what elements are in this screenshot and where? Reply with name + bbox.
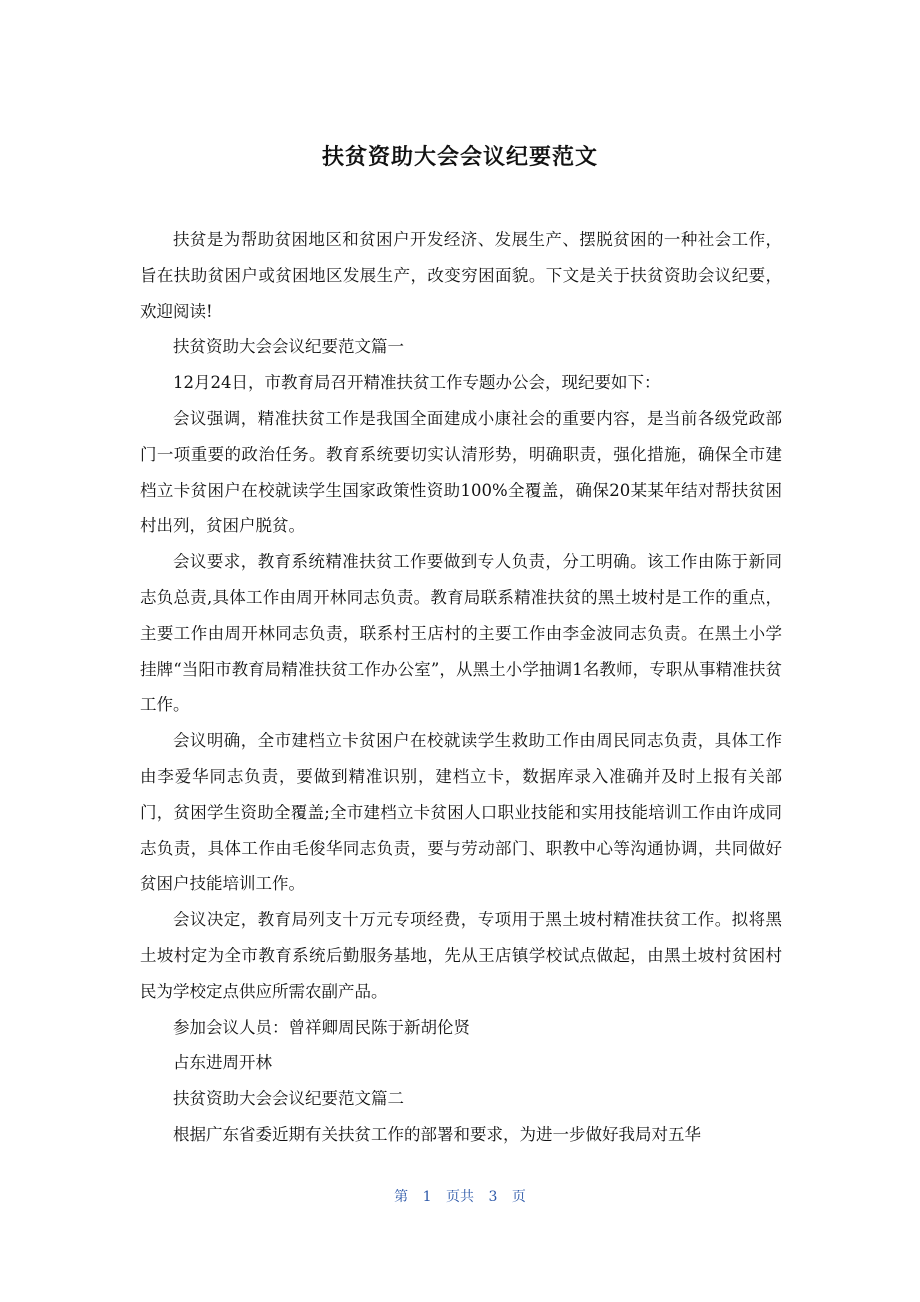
paragraph-intro: 扶贫是为帮助贫困地区和贫困户开发经济、发展生产、摆脱贫困的一种社会工作，旨在扶助贫困户或贫困地区发展生产，改变穷困面貌。下文是关于扶贫资助会议纪要，欢迎阅读! bbox=[140, 230, 782, 321]
paragraph: 会议强调，精准扶贫工作是我国全面建成小康社会的重要内容，是当前各级党政部门一项重要的政治任务。教育系统要切实认清形势，明确职责，强化措施，确保全市建档立卡贫困户在校就读学生国家政策性资助100%全覆盖，确保20某某年结对帮扶贫困村出列，贫困户脱贫。 bbox=[140, 408, 782, 536]
document-title: 扶贫资助大会会议纪要范文 bbox=[321, 145, 598, 170]
page-label-suffix: 页 bbox=[511, 1189, 526, 1205]
current-page-number: 1 bbox=[422, 1189, 432, 1205]
total-pages-number: 3 bbox=[488, 1189, 498, 1205]
attendees-line: 参加会议人员：曾祥卿周民陈于新胡伦贤 bbox=[173, 1017, 470, 1037]
page-label-mid: 页共 bbox=[446, 1189, 474, 1205]
paragraph: 会议要求，教育系统精准扶贫工作要做到专人负责，分工明确。该工作由陈于新同志负总责,具体工作由周开林同志负责。教育局联系精准扶贫的黑土坡村是工作的重点，主要工作由周开林同志负责，联系村王店村的主要工作由李金波同志负责。在黑土小学挂牌“当阳市教育局精准扶贫工作办公室”，从黑土小学抽调1名教师，专职从事精准扶贫工作。 bbox=[140, 552, 782, 715]
page-label-prefix: 第 bbox=[394, 1189, 409, 1205]
paragraph: 会议决定，教育局列支十万元专项经费，专项用于黑土坡村精准扶贫工作。拟将黑土坡村定为全市教育系统后勤服务基地，先从王店镇学校试点做起，由黑土坡村贫困村民为学校定点供应所需农副产品。 bbox=[140, 910, 782, 1001]
page-footer bbox=[0, 1186, 920, 1206]
section-heading-2: 扶贫资助大会会议纪要范文篇二 bbox=[173, 1089, 404, 1109]
section-heading-1: 扶贫资助大会会议纪要范文篇一 bbox=[173, 337, 404, 357]
document-body bbox=[140, 222, 782, 1153]
paragraph: 会议明确，全市建档立卡贫困户在校就读学生救助工作由周民同志负责，具体工作由李爱华同志负责，要做到精准识别，建档立卡，数据库录入准确并及时上报有关部门，贫困学生资助全覆盖;全市建档立卡贫困人口职业技能和实用技能培训工作由许成同志负责，具体工作由毛俊华同志负责，要与劳动部门、职教中心等沟通协调，共同做好贫困户技能培训工作。 bbox=[140, 731, 782, 894]
attendees-line: 占东进周开林 bbox=[173, 1053, 272, 1073]
paragraph: 12月24日，市教育局召开精准扶贫工作专题办公会，现纪要如下： bbox=[173, 373, 661, 393]
paragraph: 根据广东省委近期有关扶贫工作的部署和要求，为进一步做好我局对五华 bbox=[173, 1124, 701, 1144]
